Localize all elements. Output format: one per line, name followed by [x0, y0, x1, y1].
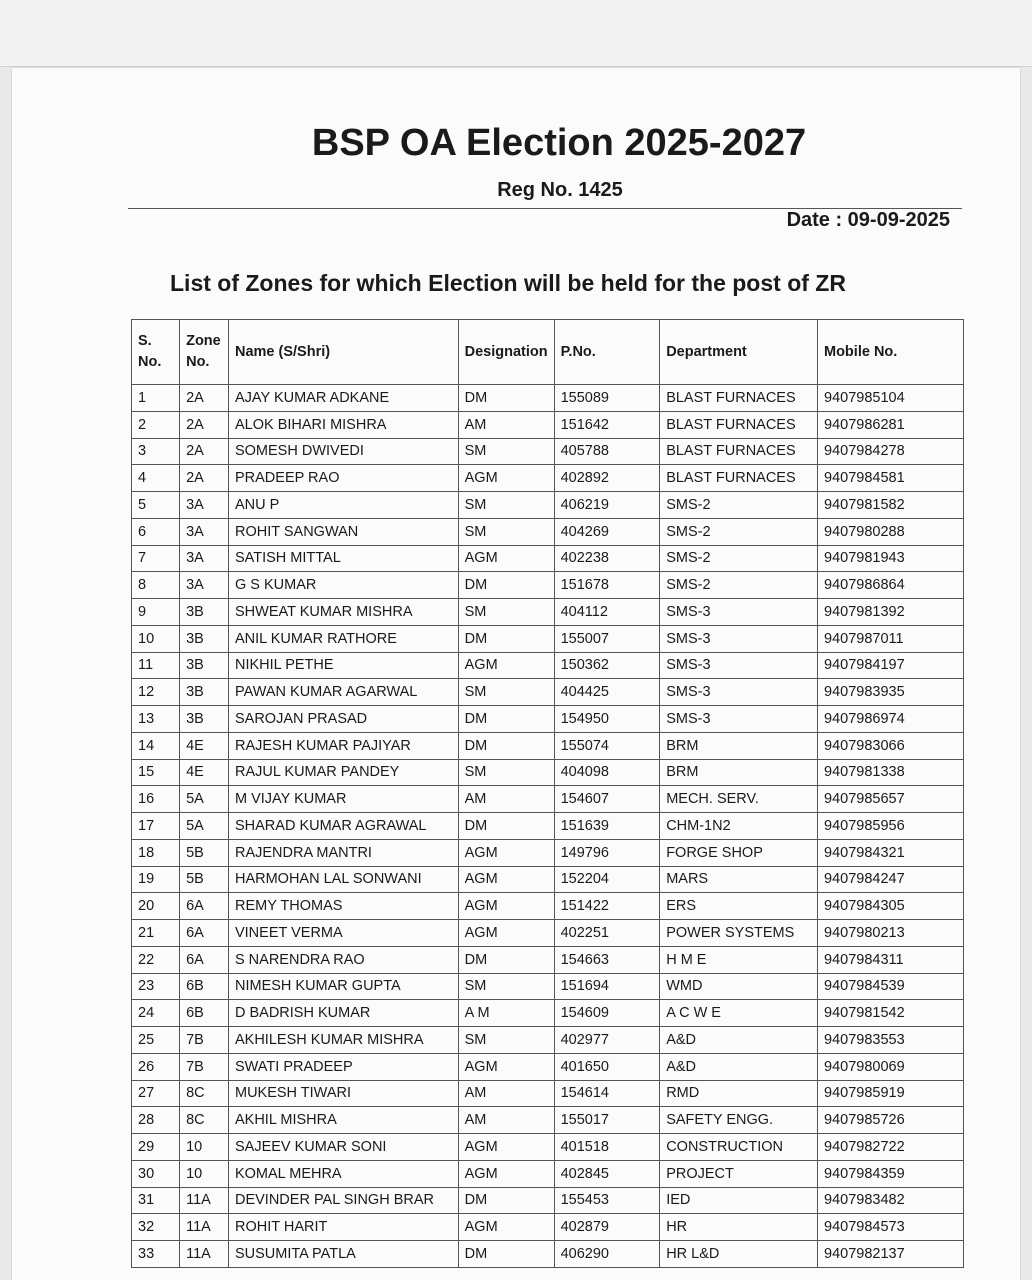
cell-department: CHM-1N2	[660, 813, 818, 840]
table-row	[132, 732, 964, 759]
cell-zone: 11A	[180, 1187, 229, 1214]
cell-sno: 26	[132, 1053, 180, 1080]
cell-pno: 402845	[554, 1160, 660, 1187]
table-row	[132, 1053, 964, 1080]
cell-designation: SM	[458, 679, 554, 706]
cell-sno: 29	[132, 1134, 180, 1161]
cell-pno: 151678	[554, 572, 660, 599]
cell-zone: 5A	[180, 786, 229, 813]
table-row	[132, 492, 964, 519]
cell-zone: 2A	[180, 385, 229, 412]
cell-designation: DM	[458, 1241, 554, 1268]
cell-name: SHWEAT KUMAR MISHRA	[228, 599, 458, 626]
cell-pno: 152204	[554, 866, 660, 893]
cell-designation: AM	[458, 411, 554, 438]
cell-mobile: 9407980069	[818, 1053, 964, 1080]
header-designation: Designation	[458, 320, 554, 385]
cell-sno: 30	[132, 1160, 180, 1187]
cell-designation: DM	[458, 1187, 554, 1214]
cell-department: RMD	[660, 1080, 818, 1107]
cell-pno: 155017	[554, 1107, 660, 1134]
cell-department: SMS-2	[660, 518, 818, 545]
cell-name: RAJESH KUMAR PAJIYAR	[228, 732, 458, 759]
cell-sno: 32	[132, 1214, 180, 1241]
cell-mobile: 9407986864	[818, 572, 964, 599]
cell-name: MUKESH TIWARI	[228, 1080, 458, 1107]
cell-pno: 402251	[554, 920, 660, 947]
table-row	[132, 893, 964, 920]
cell-sno: 22	[132, 946, 180, 973]
cell-zone: 4E	[180, 759, 229, 786]
cell-name: M VIJAY KUMAR	[228, 786, 458, 813]
table-row	[132, 759, 964, 786]
cell-department: SMS-3	[660, 599, 818, 626]
cell-designation: AM	[458, 1107, 554, 1134]
cell-department: MECH. SERV.	[660, 786, 818, 813]
cell-sno: 33	[132, 1241, 180, 1268]
cell-zone: 6A	[180, 920, 229, 947]
table-row	[132, 465, 964, 492]
cell-name: REMY THOMAS	[228, 893, 458, 920]
cell-department: A C W E	[660, 1000, 818, 1027]
cell-department: BLAST FURNACES	[660, 438, 818, 465]
cell-department: BRM	[660, 732, 818, 759]
cell-name: NIKHIL PETHE	[228, 652, 458, 679]
cell-sno: 15	[132, 759, 180, 786]
cell-sno: 4	[132, 465, 180, 492]
cell-mobile: 9407984247	[818, 866, 964, 893]
table-row	[132, 866, 964, 893]
cell-designation: DM	[458, 813, 554, 840]
cell-mobile: 9407984321	[818, 839, 964, 866]
cell-department: SMS-3	[660, 652, 818, 679]
cell-sno: 27	[132, 1080, 180, 1107]
cell-zone: 3B	[180, 652, 229, 679]
cell-department: SMS-2	[660, 545, 818, 572]
cell-designation: AGM	[458, 545, 554, 572]
cell-department: BLAST FURNACES	[660, 411, 818, 438]
cell-sno: 21	[132, 920, 180, 947]
table-row	[132, 920, 964, 947]
cell-designation: AGM	[458, 1160, 554, 1187]
cell-pno: 151642	[554, 411, 660, 438]
cell-sno: 1	[132, 385, 180, 412]
cell-mobile: 9407981338	[818, 759, 964, 786]
cell-pno: 404269	[554, 518, 660, 545]
cell-zone: 11A	[180, 1214, 229, 1241]
cell-mobile: 9407983935	[818, 679, 964, 706]
cell-department: BLAST FURNACES	[660, 385, 818, 412]
cell-pno: 402977	[554, 1027, 660, 1054]
cell-pno: 404112	[554, 599, 660, 626]
cell-sno: 14	[132, 732, 180, 759]
cell-pno: 154950	[554, 706, 660, 733]
cell-zone: 8C	[180, 1107, 229, 1134]
cell-mobile: 9407985104	[818, 385, 964, 412]
cell-sno: 16	[132, 786, 180, 813]
cell-pno: 155089	[554, 385, 660, 412]
cell-department: MARS	[660, 866, 818, 893]
cell-zone: 3B	[180, 679, 229, 706]
cell-designation: SM	[458, 492, 554, 519]
cell-pno: 402892	[554, 465, 660, 492]
cell-department: SMS-3	[660, 706, 818, 733]
cell-designation: AGM	[458, 1214, 554, 1241]
header-zone: Zone No.	[180, 320, 229, 385]
cell-sno: 7	[132, 545, 180, 572]
cell-sno: 19	[132, 866, 180, 893]
cell-zone: 5B	[180, 866, 229, 893]
cell-designation: SM	[458, 759, 554, 786]
table-header-row	[132, 320, 964, 385]
cell-designation: A M	[458, 1000, 554, 1027]
cell-name: SHARAD KUMAR AGRAWAL	[228, 813, 458, 840]
cell-designation: SM	[458, 1027, 554, 1054]
cell-mobile: 9407980213	[818, 920, 964, 947]
cell-pno: 406290	[554, 1241, 660, 1268]
cell-zone: 5B	[180, 839, 229, 866]
cell-department: POWER SYSTEMS	[660, 920, 818, 947]
table-row	[132, 438, 964, 465]
table-row	[132, 1187, 964, 1214]
cell-mobile: 9407984305	[818, 893, 964, 920]
cell-pno: 154614	[554, 1080, 660, 1107]
cell-name: SAROJAN PRASAD	[228, 706, 458, 733]
cell-zone: 6A	[180, 893, 229, 920]
header-name: Name (S/Shri)	[228, 320, 458, 385]
cell-department: ERS	[660, 893, 818, 920]
cell-zone: 3A	[180, 572, 229, 599]
cell-name: AKHIL MISHRA	[228, 1107, 458, 1134]
table-row	[132, 411, 964, 438]
cell-pno: 405788	[554, 438, 660, 465]
cell-mobile: 9407984581	[818, 465, 964, 492]
cell-name: DEVINDER PAL SINGH BRAR	[228, 1187, 458, 1214]
cell-zone: 7B	[180, 1027, 229, 1054]
cell-zone: 4E	[180, 732, 229, 759]
cell-zone: 2A	[180, 411, 229, 438]
cell-department: BLAST FURNACES	[660, 465, 818, 492]
cell-designation: AGM	[458, 465, 554, 492]
zones-table	[131, 319, 964, 1268]
cell-designation: DM	[458, 946, 554, 973]
cell-sno: 3	[132, 438, 180, 465]
cell-department: CONSTRUCTION	[660, 1134, 818, 1161]
cell-designation: AGM	[458, 839, 554, 866]
cell-name: PRADEEP RAO	[228, 465, 458, 492]
table-row	[132, 625, 964, 652]
cell-zone: 11A	[180, 1241, 229, 1268]
header-mobile: Mobile No.	[818, 320, 964, 385]
cell-mobile: 9407983482	[818, 1187, 964, 1214]
cell-mobile: 9407981582	[818, 492, 964, 519]
cell-name: PAWAN KUMAR AGARWAL	[228, 679, 458, 706]
cell-name: D BADRISH KUMAR	[228, 1000, 458, 1027]
cell-mobile: 9407985956	[818, 813, 964, 840]
cell-zone: 8C	[180, 1080, 229, 1107]
cell-pno: 155453	[554, 1187, 660, 1214]
cell-sno: 23	[132, 973, 180, 1000]
cell-zone: 3A	[180, 545, 229, 572]
cell-name: SUSUMITA PATLA	[228, 1241, 458, 1268]
cell-designation: AM	[458, 786, 554, 813]
cell-mobile: 9407984573	[818, 1214, 964, 1241]
cell-zone: 7B	[180, 1053, 229, 1080]
cell-designation: DM	[458, 385, 554, 412]
cell-mobile: 9407983553	[818, 1027, 964, 1054]
table-row	[132, 572, 964, 599]
table-row	[132, 1241, 964, 1268]
cell-pno: 401650	[554, 1053, 660, 1080]
cell-department: SAFETY ENGG.	[660, 1107, 818, 1134]
cell-mobile: 9407985919	[818, 1080, 964, 1107]
table-row	[132, 518, 964, 545]
table-row	[132, 706, 964, 733]
cell-department: HR L&D	[660, 1241, 818, 1268]
list-subtitle: List of Zones for which Election will be held for the post of ZR	[170, 270, 846, 296]
registration-number: Reg No. 1425	[497, 179, 623, 201]
cell-name: KOMAL MEHRA	[228, 1160, 458, 1187]
cell-zone: 3B	[180, 625, 229, 652]
cell-designation: SM	[458, 599, 554, 626]
cell-name: HARMOHAN LAL SONWANI	[228, 866, 458, 893]
cell-sno: 18	[132, 839, 180, 866]
cell-department: BRM	[660, 759, 818, 786]
cell-zone: 10	[180, 1160, 229, 1187]
cell-mobile: 9407983066	[818, 732, 964, 759]
cell-sno: 20	[132, 893, 180, 920]
table-row	[132, 1214, 964, 1241]
cell-designation: AGM	[458, 1053, 554, 1080]
cell-sno: 25	[132, 1027, 180, 1054]
cell-name: SATISH MITTAL	[228, 545, 458, 572]
cell-pno: 154609	[554, 1000, 660, 1027]
table-row	[132, 973, 964, 1000]
cell-mobile: 9407984359	[818, 1160, 964, 1187]
cell-mobile: 9407986974	[818, 706, 964, 733]
cell-designation: AGM	[458, 920, 554, 947]
cell-department: A&D	[660, 1027, 818, 1054]
document-title: BSP OA Election 2025-2027	[311, 122, 807, 164]
cell-sno: 24	[132, 1000, 180, 1027]
cell-mobile: 9407984539	[818, 973, 964, 1000]
cell-designation: AGM	[458, 866, 554, 893]
cell-designation: DM	[458, 706, 554, 733]
table-row	[132, 599, 964, 626]
document-date: Date : 09-09-2025	[786, 209, 950, 231]
header-pno: P.No.	[554, 320, 660, 385]
cell-designation: AGM	[458, 893, 554, 920]
table-row	[132, 1080, 964, 1107]
cell-pno: 402879	[554, 1214, 660, 1241]
header-sno: S. No.	[132, 320, 180, 385]
document-page	[12, 68, 1020, 1280]
table-row	[132, 946, 964, 973]
cell-sno: 31	[132, 1187, 180, 1214]
cell-designation: DM	[458, 625, 554, 652]
cell-zone: 3A	[180, 518, 229, 545]
cell-zone: 3B	[180, 599, 229, 626]
cell-sno: 11	[132, 652, 180, 679]
table-row	[132, 1160, 964, 1187]
cell-sno: 5	[132, 492, 180, 519]
table-row	[132, 1027, 964, 1054]
cell-name: RAJENDRA MANTRI	[228, 839, 458, 866]
cell-mobile: 9407985657	[818, 786, 964, 813]
cell-department: H M E	[660, 946, 818, 973]
cell-pno: 155007	[554, 625, 660, 652]
cell-mobile: 9407984278	[818, 438, 964, 465]
cell-sno: 13	[132, 706, 180, 733]
cell-department: A&D	[660, 1053, 818, 1080]
table-row	[132, 813, 964, 840]
cell-name: ANIL KUMAR RATHORE	[228, 625, 458, 652]
cell-pno: 402238	[554, 545, 660, 572]
cell-name: SOMESH DWIVEDI	[228, 438, 458, 465]
cell-pno: 149796	[554, 839, 660, 866]
cell-mobile: 9407984311	[818, 946, 964, 973]
cell-sno: 9	[132, 599, 180, 626]
cell-pno: 401518	[554, 1134, 660, 1161]
cell-zone: 10	[180, 1134, 229, 1161]
cell-designation: SM	[458, 518, 554, 545]
cell-name: ANU P	[228, 492, 458, 519]
cell-mobile: 9407982137	[818, 1241, 964, 1268]
cell-mobile: 9407981392	[818, 599, 964, 626]
cell-pno: 155074	[554, 732, 660, 759]
cell-pno: 151422	[554, 893, 660, 920]
cell-mobile: 9407986281	[818, 411, 964, 438]
top-margin-strip	[0, 0, 1032, 67]
table-row	[132, 1107, 964, 1134]
cell-pno: 151694	[554, 973, 660, 1000]
cell-sno: 17	[132, 813, 180, 840]
cell-sno: 6	[132, 518, 180, 545]
header-department: Department	[660, 320, 818, 385]
cell-zone: 2A	[180, 465, 229, 492]
cell-mobile: 9407981943	[818, 545, 964, 572]
cell-pno: 404098	[554, 759, 660, 786]
cell-mobile: 9407980288	[818, 518, 964, 545]
cell-designation: DM	[458, 732, 554, 759]
table-row	[132, 385, 964, 412]
cell-name: SAJEEV KUMAR SONI	[228, 1134, 458, 1161]
table-row	[132, 1000, 964, 1027]
cell-name: RAJUL KUMAR PANDEY	[228, 759, 458, 786]
cell-sno: 28	[132, 1107, 180, 1134]
cell-department: PROJECT	[660, 1160, 818, 1187]
table-row	[132, 839, 964, 866]
cell-department: HR	[660, 1214, 818, 1241]
cell-mobile: 9407987011	[818, 625, 964, 652]
cell-designation: SM	[458, 973, 554, 1000]
cell-pno: 151639	[554, 813, 660, 840]
cell-department: SMS-3	[660, 625, 818, 652]
cell-department: FORGE SHOP	[660, 839, 818, 866]
cell-name: S NARENDRA RAO	[228, 946, 458, 973]
cell-mobile: 9407985726	[818, 1107, 964, 1134]
cell-designation: AGM	[458, 1134, 554, 1161]
cell-designation: AGM	[458, 652, 554, 679]
cell-zone: 6B	[180, 1000, 229, 1027]
cell-department: SMS-3	[660, 679, 818, 706]
cell-pno: 406219	[554, 492, 660, 519]
cell-zone: 6B	[180, 973, 229, 1000]
cell-mobile: 9407984197	[818, 652, 964, 679]
cell-name: ALOK BIHARI MISHRA	[228, 411, 458, 438]
cell-zone: 2A	[180, 438, 229, 465]
cell-name: ROHIT SANGWAN	[228, 518, 458, 545]
cell-department: WMD	[660, 973, 818, 1000]
cell-name: AJAY KUMAR ADKANE	[228, 385, 458, 412]
cell-pno: 154607	[554, 786, 660, 813]
cell-name: SWATI PRADEEP	[228, 1053, 458, 1080]
cell-name: AKHILESH KUMAR MISHRA	[228, 1027, 458, 1054]
cell-name: NIMESH KUMAR GUPTA	[228, 973, 458, 1000]
table-row	[132, 786, 964, 813]
cell-pno: 404425	[554, 679, 660, 706]
cell-pno: 154663	[554, 946, 660, 973]
cell-name: VINEET VERMA	[228, 920, 458, 947]
cell-name: G S KUMAR	[228, 572, 458, 599]
cell-department: SMS-2	[660, 492, 818, 519]
cell-zone: 3B	[180, 706, 229, 733]
cell-zone: 6A	[180, 946, 229, 973]
table-row	[132, 545, 964, 572]
cell-sno: 8	[132, 572, 180, 599]
cell-designation: DM	[458, 572, 554, 599]
cell-department: SMS-2	[660, 572, 818, 599]
table-row	[132, 679, 964, 706]
cell-designation: SM	[458, 438, 554, 465]
cell-zone: 5A	[180, 813, 229, 840]
cell-mobile: 9407982722	[818, 1134, 964, 1161]
cell-sno: 12	[132, 679, 180, 706]
cell-sno: 2	[132, 411, 180, 438]
cell-zone: 3A	[180, 492, 229, 519]
cell-sno: 10	[132, 625, 180, 652]
cell-designation: AM	[458, 1080, 554, 1107]
table-row	[132, 1134, 964, 1161]
cell-department: IED	[660, 1187, 818, 1214]
cell-mobile: 9407981542	[818, 1000, 964, 1027]
cell-pno: 150362	[554, 652, 660, 679]
table-row	[132, 652, 964, 679]
cell-name: ROHIT HARIT	[228, 1214, 458, 1241]
